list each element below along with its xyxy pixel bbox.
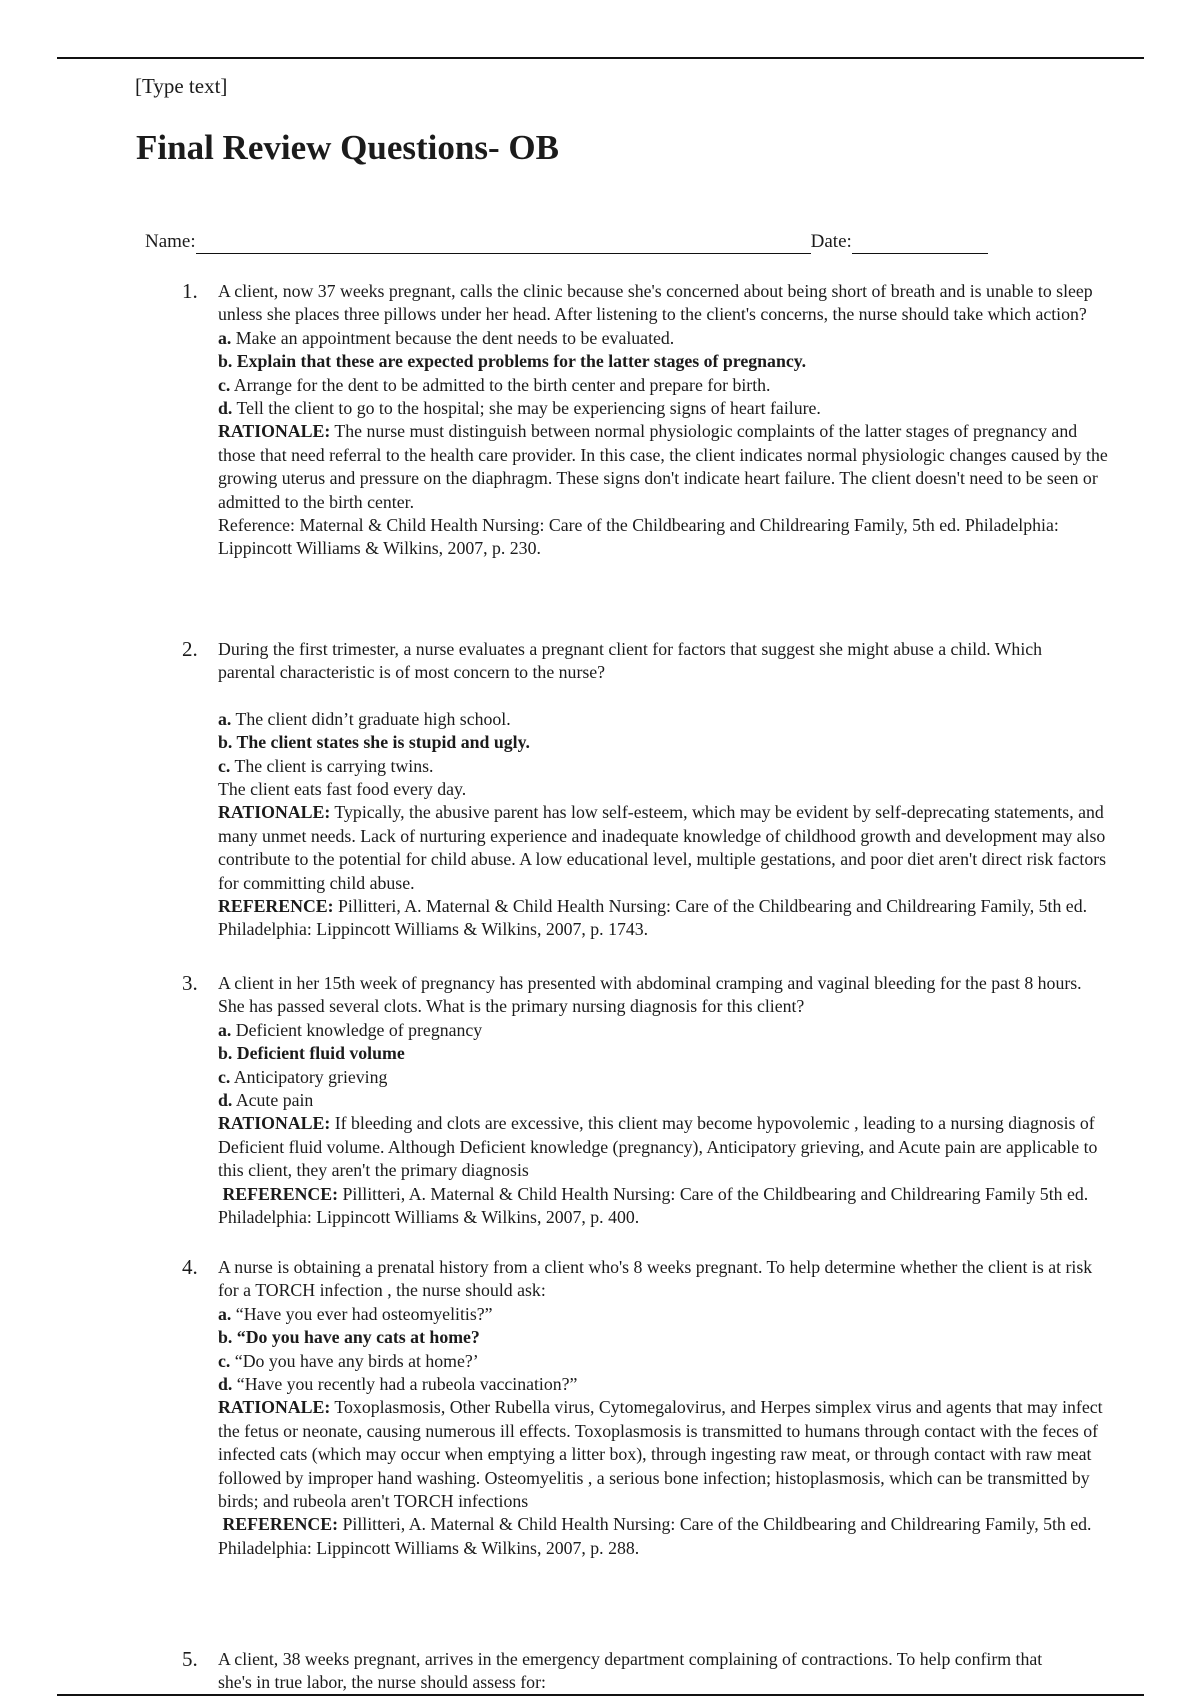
name-field[interactable] bbox=[196, 231, 811, 254]
option-text: Anticipatory grieving bbox=[233, 1066, 388, 1087]
option-text: Deficient knowledge of pregnancy bbox=[235, 1019, 483, 1040]
reference bbox=[218, 1513, 1108, 1560]
question-number: 2. bbox=[182, 637, 198, 661]
option-text: Tell the client to go to the hospital; she may be experiencing signs of heart failure. bbox=[236, 398, 821, 419]
reference-text: Pillitteri, A. Maternal & Child Health Nursing: Care of the Childbearing and Childrearing Family 5th ed. Philadelphia: Lippincott Williams & Wilkins, 2007, p. 400. bbox=[218, 1183, 1089, 1228]
option-c bbox=[218, 1066, 1098, 1089]
rationale-text: Typically, the abusive parent has low self-esteem, which may be evident by self-deprecating statements, and many unmet needs. Lack of nurturing experience and inadequate knowledge of childhood growth and development may also contribute to the potential for child abuse. A low educational level, multiple gestations, and poor diet aren't direct risk factors for committing child abuse. bbox=[218, 802, 1107, 893]
option-text: The client is carrying twins. bbox=[234, 755, 434, 776]
option-letter: b. bbox=[218, 732, 233, 753]
reference bbox=[218, 514, 1108, 561]
option-letter: d. bbox=[218, 1090, 233, 1111]
option-letter: a. bbox=[218, 1019, 232, 1040]
question-1 bbox=[182, 279, 1108, 561]
name-label: Name: bbox=[145, 231, 196, 252]
bottom-rule bbox=[57, 1694, 1144, 1696]
option-text: Arrange for the dent to be admitted to the birth center and prepare for birth. bbox=[233, 374, 771, 395]
option-letter: c. bbox=[218, 1350, 231, 1371]
top-rule bbox=[57, 57, 1144, 59]
question-stem: A client in her 15th week of pregnancy has presented with abdominal cramping and vaginal bleeding for the past 8 hours. She has passed several clots. What is the primary nursing diagnosis for this client? bbox=[218, 973, 1082, 1017]
option-c bbox=[218, 374, 1108, 397]
question-stem: A nurse is obtaining a prenatal history from a client who's 8 weeks pregnant. To help determine whether the client is at risk for a TORCH infection , the nurse should ask: bbox=[218, 1257, 1093, 1301]
page-title: Final Review Questions- OB bbox=[136, 128, 559, 167]
option-text: Deficient fluid volume bbox=[236, 1043, 405, 1064]
option-letter: c. bbox=[218, 1066, 231, 1087]
option-a bbox=[218, 327, 1108, 350]
question-number: 1. bbox=[182, 279, 198, 303]
question-2 bbox=[182, 637, 1107, 942]
rationale-text: If bleeding and clots are excessive, this client may become hypovolemic , leading to a nursing diagnosis of Deficient fluid volume. Although Deficient knowledge (pregnancy), Anticipatory grieving, and Acute pain are applicable to this client, they aren't the primary diagnosis bbox=[218, 1113, 1098, 1181]
reference-text: Pillitteri, A. Maternal & Child Health Nursing: Care of the Childbearing and Childrearing Family, 5th ed. Philadelphia: Lippincott Williams & Wilkins, 2007, p. 288. bbox=[218, 1514, 1092, 1558]
option-text: The client didn’t graduate high school. bbox=[235, 708, 511, 729]
reference-text: Reference: Maternal & Child Health Nursing: Care of the Childbearing and Childrearing Family, 5th ed. Philadelphia: Lippincott Williams & Wilkins, 2007, p. 230. bbox=[218, 515, 1059, 559]
option-text: “Have you recently had a rubeola vaccination?” bbox=[236, 1374, 578, 1395]
option-letter: a. bbox=[218, 708, 232, 729]
option-letter: a. bbox=[218, 327, 232, 348]
question-number: 4. bbox=[182, 1255, 198, 1279]
rationale-label: RATIONALE: bbox=[218, 1397, 331, 1418]
reference bbox=[218, 895, 1108, 942]
option-letter: b. bbox=[218, 1327, 233, 1348]
question-number: 5. bbox=[182, 1647, 198, 1671]
rationale-label: RATIONALE: bbox=[218, 1113, 331, 1134]
question-stem: During the first trimester, a nurse evaluates a pregnant client for factors that suggest she might abuse a child. Which parental characteristic is of most concern to the nurse? bbox=[218, 639, 1043, 683]
reference bbox=[218, 1183, 1098, 1230]
option-letter: c. bbox=[218, 755, 231, 776]
question-stem: A client, 38 weeks pregnant, arrives in the emergency department complaining of contractions. To help confirm that she's in true labor, the nurse should assess for: bbox=[218, 1649, 1043, 1693]
option-c bbox=[218, 1350, 1108, 1373]
option-text: Explain that these are expected problems for the latter stages of pregnancy. bbox=[236, 351, 807, 372]
question-5 bbox=[182, 1648, 1102, 1695]
date-field[interactable] bbox=[852, 231, 988, 254]
option-b-correct bbox=[218, 350, 1108, 373]
option-a bbox=[218, 1019, 1098, 1042]
reference-label: REFERENCE: bbox=[222, 1514, 339, 1535]
option-text: The client states she is stupid and ugly. bbox=[236, 732, 530, 753]
option-letter: d. bbox=[218, 1374, 233, 1395]
option-text: “Do you have any birds at home?’ bbox=[234, 1350, 479, 1371]
rationale bbox=[218, 1396, 1108, 1513]
option-letter: d. bbox=[218, 398, 233, 419]
reference-text: Pillitteri, A. Maternal & Child Health Nursing: Care of the Childbearing and Childrearing Family, 5th ed. Philadelphia: Lippincott Williams & Wilkins, 2007, p. 1743. bbox=[218, 896, 1088, 940]
rationale-label: RATIONALE: bbox=[218, 802, 331, 823]
rationale bbox=[218, 801, 1108, 895]
option-text: “Do you have any cats at home? bbox=[236, 1327, 480, 1348]
rationale bbox=[218, 1112, 1098, 1182]
option-text: Make an appointment because the dent needs to be evaluated. bbox=[235, 327, 675, 348]
header-placeholder-text: [Type text] bbox=[135, 74, 228, 98]
option-text: “Have you ever had osteomyelitis?” bbox=[235, 1303, 493, 1324]
option-b-correct bbox=[218, 731, 1108, 754]
question-4 bbox=[182, 1256, 1102, 1560]
option-a bbox=[218, 708, 1108, 731]
rationale-text: The nurse must distinguish between normal physiologic complaints of the latter stages of pregnancy and those that need referral to the health care provider. In this case, the client indicates normal physiologic changes caused by the growing uterus and pressure on the diaphragm. These signs don't indicate heart failure. The client doesn't need to be seen or admitted to the birth center. bbox=[218, 421, 1108, 512]
option-d bbox=[218, 1089, 1098, 1112]
name-date-row bbox=[145, 230, 988, 254]
option-b-correct bbox=[218, 1326, 1108, 1349]
option-b-correct bbox=[218, 1042, 1098, 1065]
question-3 bbox=[182, 972, 1102, 1229]
question-number: 3. bbox=[182, 971, 198, 995]
reference-label: REFERENCE: bbox=[218, 896, 334, 917]
option-d bbox=[218, 778, 1108, 801]
rationale bbox=[218, 420, 1108, 514]
rationale-text: Toxoplasmosis, Other Rubella virus, Cytomegalovirus, and Herpes simplex virus and agents that may infect the fetus or neonate, causing numerous ill effects. Toxoplasmosis is transmitted to humans through contact with the feces of infected cats (which may occur when emptying a litter box), through ingesting raw meat, or through contact with raw meat followed by improper hand washing. Osteomyelitis , a serious bone infection; histoplasmosis, which can be transmitted by birds; and rubeola aren't TORCH infections bbox=[218, 1397, 1103, 1512]
option-d bbox=[218, 397, 1108, 420]
option-c bbox=[218, 755, 1108, 778]
option-letter: c. bbox=[218, 374, 231, 395]
reference-label: REFERENCE: bbox=[222, 1183, 339, 1204]
option-letter: b. bbox=[218, 1043, 233, 1064]
option-text: Acute pain bbox=[235, 1090, 314, 1111]
option-text: The client eats fast food every day. bbox=[218, 779, 467, 800]
option-a bbox=[218, 1303, 1108, 1326]
question-stem: A client, now 37 weeks pregnant, calls the clinic because she's concerned about being short of breath and is unable to sleep unless she places three pillows under her head. After listening to the client's concerns, the nurse should take which action? bbox=[218, 281, 1093, 325]
option-d bbox=[218, 1373, 1108, 1396]
date-label: Date: bbox=[810, 231, 852, 252]
option-letter: b. bbox=[218, 351, 233, 372]
rationale-label: RATIONALE: bbox=[218, 421, 331, 442]
option-letter: a. bbox=[218, 1303, 232, 1324]
